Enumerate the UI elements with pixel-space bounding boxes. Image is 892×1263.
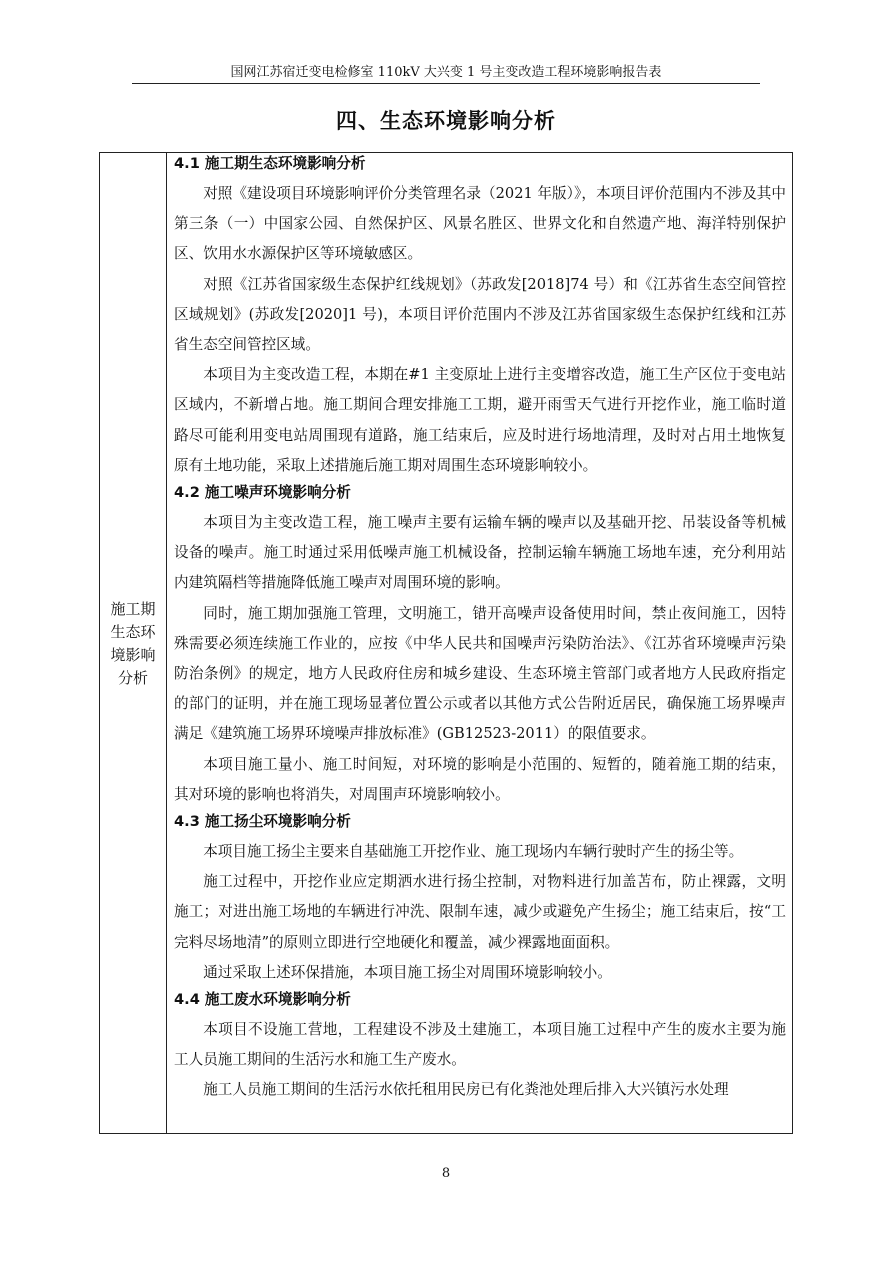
subsection-construction-ecology: [174, 152, 786, 481]
paragraph: 施工过程中，开挖作业应定期洒水进行扬尘控制，对物料进行加盖苫布，防止裸露，文明施工；对进出施工场地的车辆进行冲洗、限制车速，减少或避免产生扬尘；施工结束后，按“工完料尽场地清”的原则立即进行空地硬化和覆盖，减少裸露地面面积。: [174, 873, 786, 951]
paragraph: 对照《江苏省国家级生态保护红线规划》（苏政发[2018]74 号）和《江苏省生态空间管控区域规划》(苏政发[2020]1 号)，本项目评价范围内不涉及江苏省国家级生态保护红线和江苏省生态空间管控区域。: [174, 275, 786, 354]
paragraph: 对照《建设项目环境影响评价分类管理名录（2021 年版）》，本项目评价范围内不涉及其中第三条（一）中国家公园、自然保护区、风景名胜区、世界文化和自然遗产地、海洋特别保护区、饮用水水源保护区等环境敏感区。: [174, 185, 786, 263]
side-label-line: 分析: [117, 669, 148, 687]
subsection-heading: 4.1 施工期生态环境影响分析: [174, 155, 366, 172]
side-label-line: 境影响: [110, 646, 156, 664]
subsection-construction-noise: [174, 481, 786, 810]
paragraph: 同时，施工期加强施工管理，文明施工，错开高噪声设备使用时间，禁止夜间施工，因特殊需要必须连续施工作业的，应按《中华人民共和国噪声污染防治法》、《江苏省环境噪声污染防治条例》的规定，地方人民政府住房和城乡建设、生态环境主管部门或者地方人民政府指定的部门的证明，并在施工现场显著位置公示或者以其他方式公告附近居民，确保施工场界噪声满足《建筑施工场界环境噪声排放标准》(GB12523-2011）的限值要求。: [174, 604, 786, 743]
side-label-line: 施工期: [110, 600, 156, 618]
subsection-heading: 4.3 施工扬尘环境影响分析: [174, 813, 351, 831]
page-number: 8: [441, 1166, 451, 1181]
paragraph: 施工人员施工期间的生活污水依托租用民房已有化粪池处理后排入大兴镇污水处理: [203, 1081, 729, 1099]
subsection-construction-wastewater: [174, 988, 786, 1106]
paragraph: 本项目为主变改造工程，本期在#1 主变原址上进行主变增容改造，施工生产区位于变电站区域内，不新增占地。施工期间合理安排施工工期，避开雨雪天气进行开挖作业，施工临时道路尽可能利用变电站周围现有道路，施工结束后，应及时进行场地清理，及时对占用土地恢复原有土地功能，采取上述措施后施工期对周围生态环境影响较小。: [174, 366, 786, 474]
paragraph: 本项目不设施工营地，工程建设不涉及土建施工，本项目施工过程中产生的废水主要为施工人员施工期间的生活污水和施工生产废水。: [174, 1021, 786, 1069]
column-divider: [166, 152, 167, 1134]
paragraph: 本项目施工扬尘主要来自基础施工开挖作业、施工现场内车辆行驶时产生的扬尘等。: [203, 843, 744, 861]
header-rule: [132, 83, 760, 84]
content-cell: [174, 152, 786, 1106]
side-label-line: 生态环: [110, 623, 156, 641]
subsection-construction-dust: [174, 810, 786, 988]
subsection-heading: 4.2 施工噪声环境影响分析: [174, 484, 351, 502]
paragraph: 通过采取上述环保措施，本项目施工扬尘对周围环境影响较小。: [203, 963, 612, 981]
subsection-heading: 4.4 施工废水环境影响分析: [174, 991, 351, 1009]
running-header: 国网江苏宿迁变电检修室 110kV 大兴变 1 号主变改造工程环境影响报告表: [230, 65, 662, 80]
paragraph: 本项目施工量小、施工时间短，对环境的影响是小范围的、短暂的，随着施工期的结束，其对环境的影响也将消失，对周围声环境影响较小。: [174, 755, 786, 803]
section-title: 四、生态环境影响分析: [336, 109, 556, 133]
paragraph: 本项目为主变改造工程，施工噪声主要有运输车辆的噪声以及基础开挖、吊装设备等机械设备的噪声。施工时通过采用低噪声施工机械设备，控制运输车辆施工场地车速，充分利用站内建筑隔档等措施降低施工噪声对周围环境的影响。: [174, 514, 786, 592]
side-label: [100, 598, 166, 690]
